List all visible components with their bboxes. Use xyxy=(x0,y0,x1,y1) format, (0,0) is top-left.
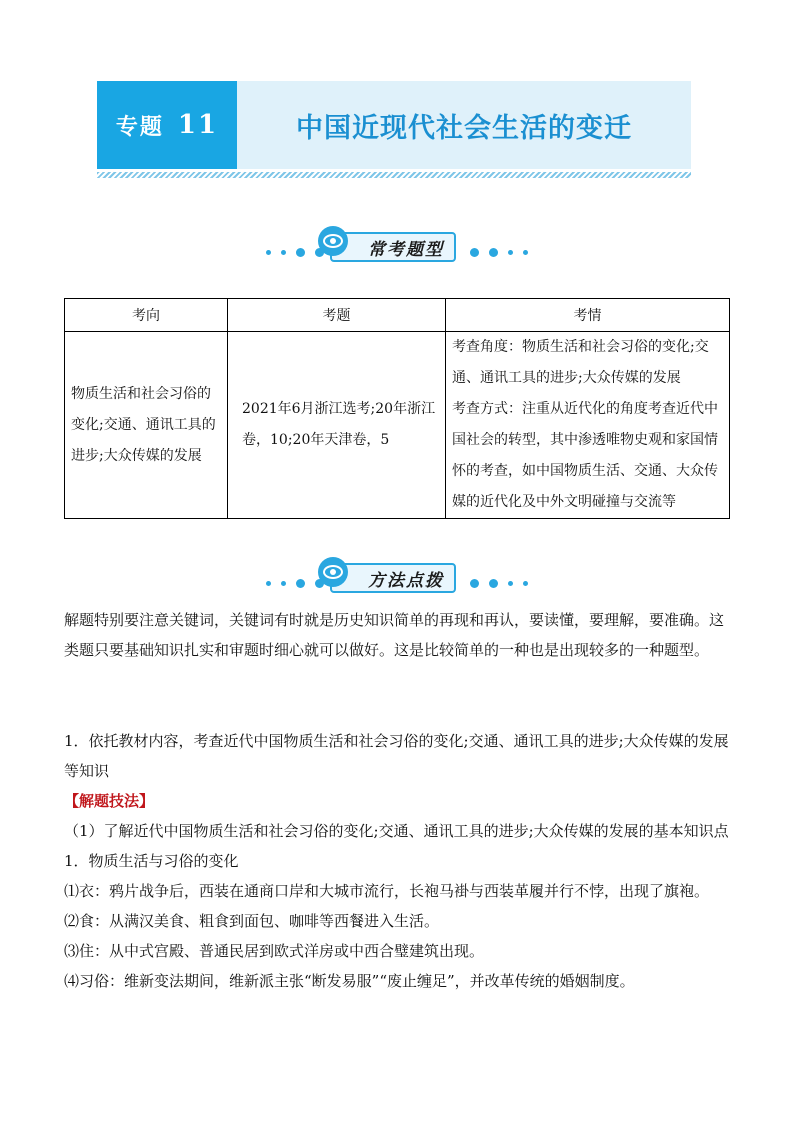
exam-table xyxy=(64,298,730,519)
decor-dots-right xyxy=(470,248,528,257)
item-housing: ⑶住：从中式宫殿、普通民居到欧式洋房或中西合璧建筑出现。 xyxy=(64,942,485,960)
cell-situation xyxy=(446,332,730,519)
section-title: 常考题型 xyxy=(368,239,444,260)
section-pill xyxy=(330,232,456,262)
table-header-row xyxy=(65,299,730,332)
section-title: 方法点拨 xyxy=(368,570,444,591)
body-points xyxy=(64,726,730,996)
section-badge-method xyxy=(0,557,794,597)
item-food: ⑵食：从满汉美食、粗食到面包、咖啡等西餐进入生活。 xyxy=(64,912,440,930)
eye-icon xyxy=(318,557,348,587)
cell-direction: 物质生活和社会习俗的变化;交通、通讯工具的进步;大众传媒的发展 xyxy=(65,332,228,519)
topic-tag xyxy=(97,81,237,169)
decor-dots-left xyxy=(266,248,324,257)
topic-number: 11 xyxy=(177,110,219,140)
sub-heading-1: 1．物质生活与习俗的变化 xyxy=(64,852,239,870)
step-1: （1）了解近代中国物质生活和社会习俗的变化;交通、通讯工具的进步;大众传媒的发展的基本知识点 xyxy=(64,822,729,840)
header-situation: 考情 xyxy=(446,299,730,332)
situation-angle: 考查角度：物质生活和社会习俗的变化;交通、通讯工具的进步;大众传媒的发展 xyxy=(452,339,709,386)
technique-label: 【解题技法】 xyxy=(64,792,155,810)
topic-tag-label: 专题 xyxy=(115,113,164,140)
item-clothing: ⑴衣：鸦片战争后，西装在通商口岸和大城市流行，长袍马褂与西装革履并行不悖，出现了旗袍。 xyxy=(64,882,710,900)
section-pill xyxy=(330,563,456,593)
situation-method: 考查方式：注重从近代化的角度考查近代中国社会的转型，其中渗透唯物史观和家国情怀的考查，如中国物质生活、交通、大众传媒的近代化及中外文明碰撞与交流等 xyxy=(452,401,718,510)
header-questions: 考题 xyxy=(228,299,446,332)
page-title: 中国近现代社会生活的变迁 xyxy=(296,112,632,144)
intro-paragraph: 解题特别要注意关键词，关键词有时就是历史知识简单的再现和再认，要读懂，要理解，要准确。这类题只要基础知识扎实和审题时细心就可以做好。这是比较简单的一种也是出现较多的一种题型。 xyxy=(64,611,725,659)
cell-questions: 2021年6月浙江选考;20年浙江卷，10;20年天津卷，5 xyxy=(228,332,446,519)
decor-dots-left xyxy=(266,579,324,588)
section-badge-exam-types xyxy=(0,226,794,266)
table-row xyxy=(65,332,730,519)
point-1: 1．依托教材内容，考查近代中国物质生活和社会习俗的变化;交通、通讯工具的进步;大众传媒的发展等知识 xyxy=(64,732,729,780)
decor-dots-right xyxy=(470,579,528,588)
banner-stripe xyxy=(97,172,691,178)
item-customs: ⑷习俗：维新变法期间，维新派主张“断发易服”“废止缠足”，并改革传统的婚姻制度。 xyxy=(64,972,635,990)
header-direction: 考向 xyxy=(65,299,228,332)
topic-banner xyxy=(97,81,691,169)
eye-icon xyxy=(318,226,348,256)
body-text xyxy=(64,605,730,665)
